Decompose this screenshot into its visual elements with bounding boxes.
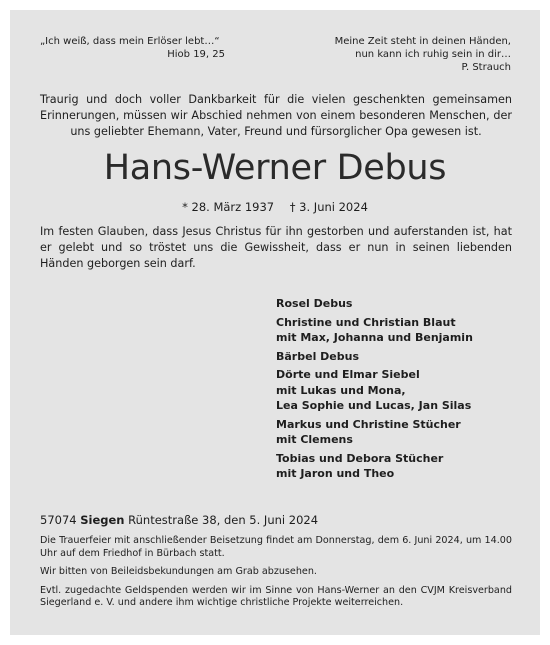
family-group (276, 296, 526, 312)
intro-text: Traurig und doch voller Dankbarkeit für die vielen geschenkten gemeinsamen Erinnerungen, müssen wir Abschied nehmen von einem besonderen Menschen, der uns geliebter Ehemann, Vater, Freund und fürsorglicher Opa gewesen ist. (40, 93, 512, 138)
obituary-notice (10, 10, 540, 635)
address-city: Siegen (80, 513, 125, 527)
family-list (276, 296, 526, 485)
family-member-line: Markus und Christine Stücher (276, 417, 461, 431)
faith-text: Im festen Glauben, dass Jesus Christus für ihn gestorben und auferstanden ist, hat er gelebt und so tröstet uns die Gewissheit, dass er nun in seinen liebenden Händen geborgen sein darf. (40, 225, 512, 270)
bible-quote-reference: Hiob 19, 25 (167, 49, 225, 60)
address-rest: Rüntestraße 38, den 5. Juni 2024 (128, 513, 319, 527)
family-member-line: Dörte und Elmar Siebel (276, 368, 420, 381)
family-group (276, 315, 526, 346)
family-member-line: mit Lukas und Mona, (276, 383, 406, 397)
funeral-note: Evtl. zugedachte Geldspenden werden wir im Sinne von Hans-Werner an den CVJM Kreisverband Siegerland e. V. und andere ihm wichtige christliche Projekte weiterreichen. (40, 584, 512, 608)
bible-quote-text: „Ich weiß, dass mein Erlöser lebt…“ (40, 36, 220, 47)
poem-line-2: nun kann ich ruhig sein in dir… (355, 49, 511, 60)
life-dates (10, 200, 540, 214)
birth-date: * 28. März 1937 (182, 200, 275, 214)
bible-quote (40, 35, 225, 61)
family-member-line: mit Max, Johanna und Benjamin (276, 331, 473, 344)
poem-line-1: Meine Zeit steht in deinen Händen, (334, 36, 511, 47)
family-member-line: Lea Sophie und Lucas, Jan Silas (276, 399, 472, 412)
poem-quote (271, 35, 511, 74)
family-member-line: mit Clemens (276, 433, 353, 446)
family-member-line: Rosel Debus (276, 297, 353, 310)
family-member-line: mit Jaron und Theo (276, 467, 395, 480)
deceased-name: Hans-Werner Debus (103, 148, 447, 188)
poem-author: P. Strauch (461, 62, 511, 73)
family-group (276, 451, 526, 482)
family-member-line: Bärbel Debus (276, 349, 360, 363)
funeral-note: Die Trauerfeier mit anschließender Beisetzung findet am Donnerstag, dem 6. Juni 2024, um 14.00 Uhr auf dem Friedhof in Bürbach statt. (40, 535, 512, 559)
address-line (40, 513, 512, 527)
family-group (276, 417, 526, 448)
family-group (276, 349, 526, 365)
funeral-notes (40, 535, 512, 616)
family-group (276, 367, 526, 414)
family-member-line: Tobias und Debora Stücher (276, 451, 444, 465)
address-zip: 57074 (40, 513, 77, 527)
family-member-line: Christine und Christian Blaut (276, 315, 456, 329)
death-date: † 3. Juni 2024 (289, 200, 368, 214)
funeral-note: Wir bitten von Beileidsbekundungen am Grab abzusehen. (40, 566, 317, 577)
